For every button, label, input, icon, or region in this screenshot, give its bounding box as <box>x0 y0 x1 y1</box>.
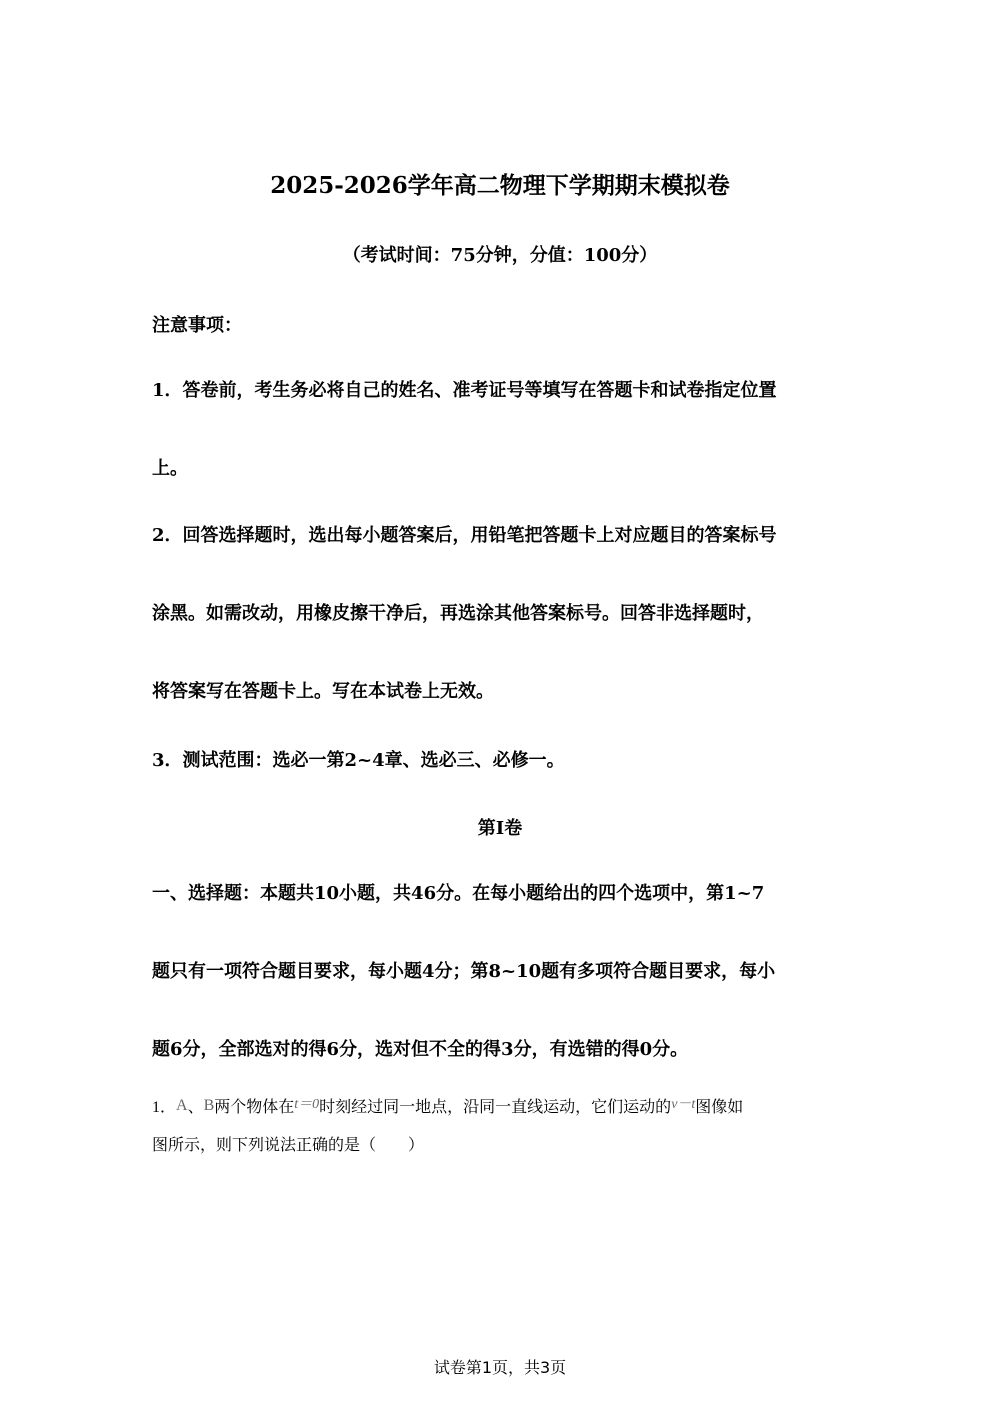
notice-line-2: 上。 <box>152 458 188 479</box>
notice-line-4: 涂黑。如需改动，用橡皮擦干净后，再选涂其他答案标号。回答非选择题时， <box>152 603 764 624</box>
notice-heading: 注意事项： <box>152 315 242 336</box>
page-title: 2025-2026学年高二物理下学期期末模拟卷 <box>270 172 730 199</box>
notice-line-1: 1．答卷前，考生务必将自己的姓名、准考证号等填写在答题卡和试卷指定位置 <box>152 380 777 401</box>
question-text-1: 两个物体在 <box>214 1097 295 1116</box>
notice-line-3: 2．回答选择题时，选出每小题答案后，用铅笔把答题卡上对应题目的答案标号 <box>152 525 777 546</box>
exam-subtitle: （考试时间：75分钟，分值：100分） <box>342 245 658 266</box>
question-text-3: 图像如 <box>695 1097 744 1116</box>
section-title: 第Ⅰ卷 <box>477 818 523 839</box>
notice-line-5: 将答案写在答题卡上。写在本试卷上无效。 <box>152 681 494 702</box>
question-1-line-1 <box>152 1093 872 1120</box>
symbol-v-t: v－t <box>671 1097 696 1112</box>
section-intro-line-3: 题6分，全部选对的得6分，选对但不全的得3分，有选错的得0分。 <box>152 1039 689 1060</box>
question-1-line-2: 图所示，则下列说法正确的是（ ） <box>152 1135 425 1154</box>
page-footer: 试卷第1页，共3页 <box>433 1358 567 1377</box>
symbol-t-equals-0: t＝0 <box>294 1097 320 1112</box>
section-intro-line-2: 题只有一项符合题目要求，每小题4分；第8~10题有多项符合题目要求，每小 <box>152 961 776 982</box>
separator: 、 <box>187 1097 204 1116</box>
symbol-b: B <box>203 1097 215 1114</box>
notice-line-6: 3．测试范围：选必一第2~4章、选必三、必修一。 <box>152 750 565 771</box>
question-number: 1． <box>152 1099 177 1116</box>
section-intro-line-1: 一、选择题：本题共10小题，共46分。在每小题给出的四个选项中，第1~7 <box>152 883 765 904</box>
symbol-a: A <box>176 1097 188 1114</box>
question-text-2: 时刻经过同一地点，沿同一直线运动，它们运动的 <box>319 1097 672 1116</box>
